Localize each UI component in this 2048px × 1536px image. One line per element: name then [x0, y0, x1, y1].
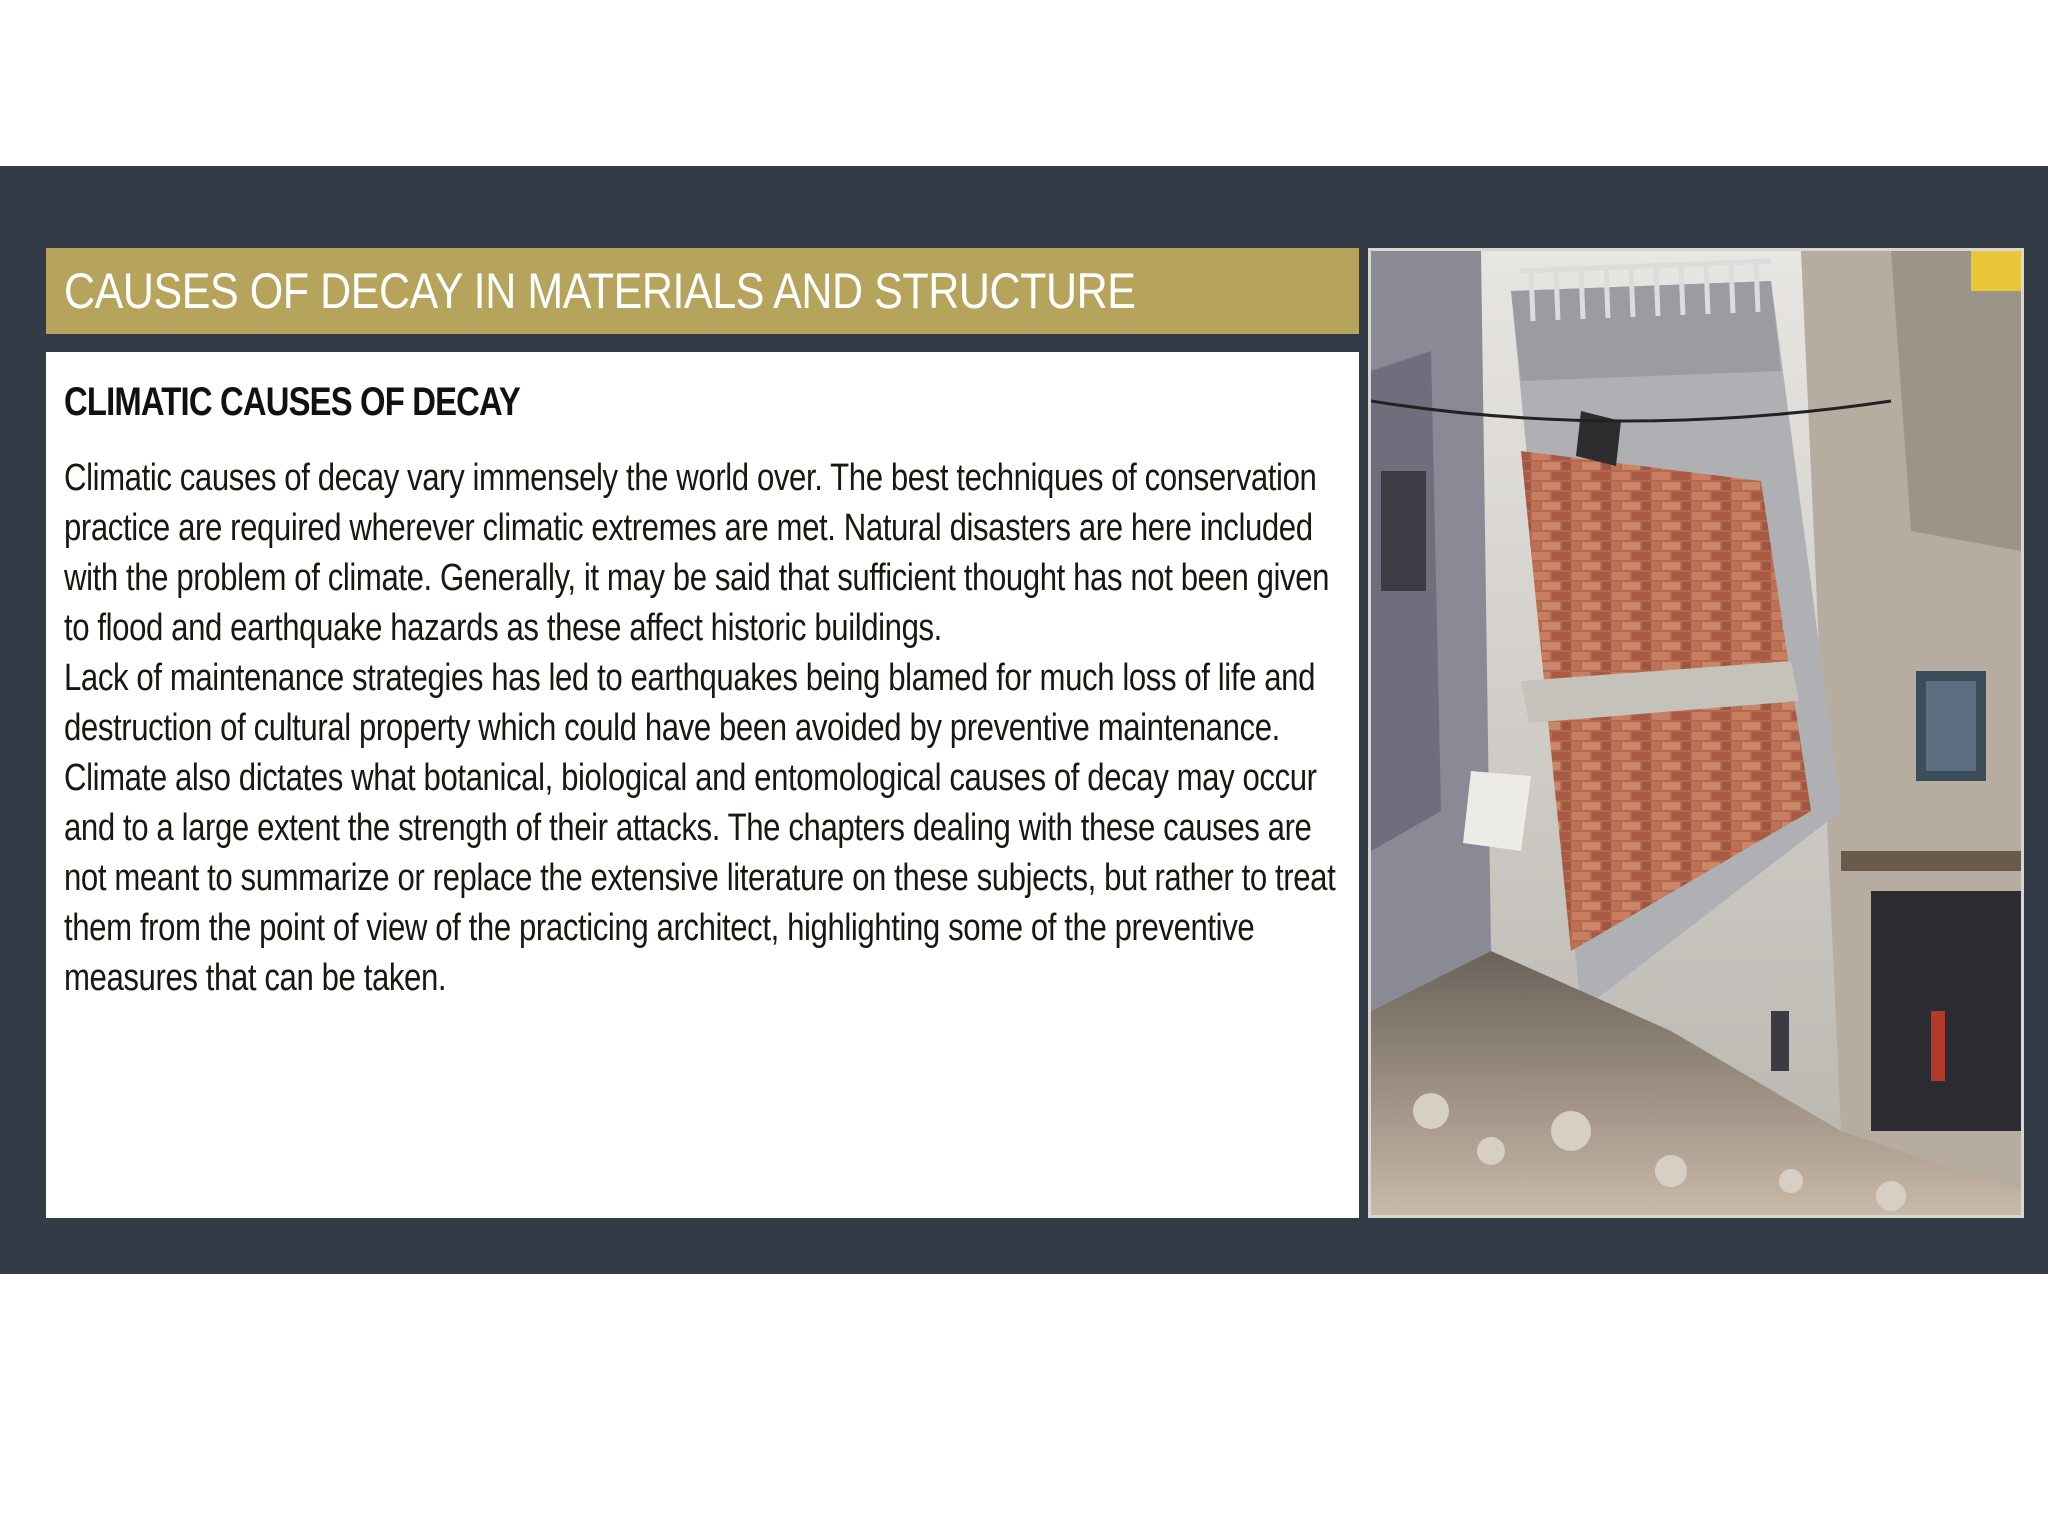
photo-illustration — [1371, 251, 2021, 1215]
section-heading: CLIMATIC CAUSES OF DECAY — [64, 380, 520, 424]
content-box — [46, 352, 1359, 1218]
paragraph-1: Climatic causes of decay vary immensely the world over. The best techniques of conservation practice are required wherever climatic extremes are met. Natural disasters are here included with the problem of climate. Generally, it may be said that sufficient thought has not been given to flood and earthquake hazards as these affect historic buildings. — [64, 457, 1330, 649]
slide-panel — [0, 166, 2048, 1274]
title-bar — [46, 248, 1359, 334]
collapsed-building-photo — [1368, 248, 2024, 1218]
slide-title: CAUSES OF DECAY IN MATERIALS AND STRUCTURE — [64, 263, 1136, 319]
body-text — [64, 453, 1343, 1003]
paragraph-2: Lack of maintenance strategies has led to earthquakes being blamed for much loss of life and destruction of cultural property which could have been avoided by preventive maintenance. Climate also dictates what botanical, biological and entomological causes of decay may occur and to a large extent the strength of their attacks. The chapters dealing with these causes are not meant to summarize or replace the extensive literature on these subjects, but rather to treat them from the point of view of the practicing architect, highlighting some of the preventive measures that can be taken. — [64, 657, 1336, 999]
